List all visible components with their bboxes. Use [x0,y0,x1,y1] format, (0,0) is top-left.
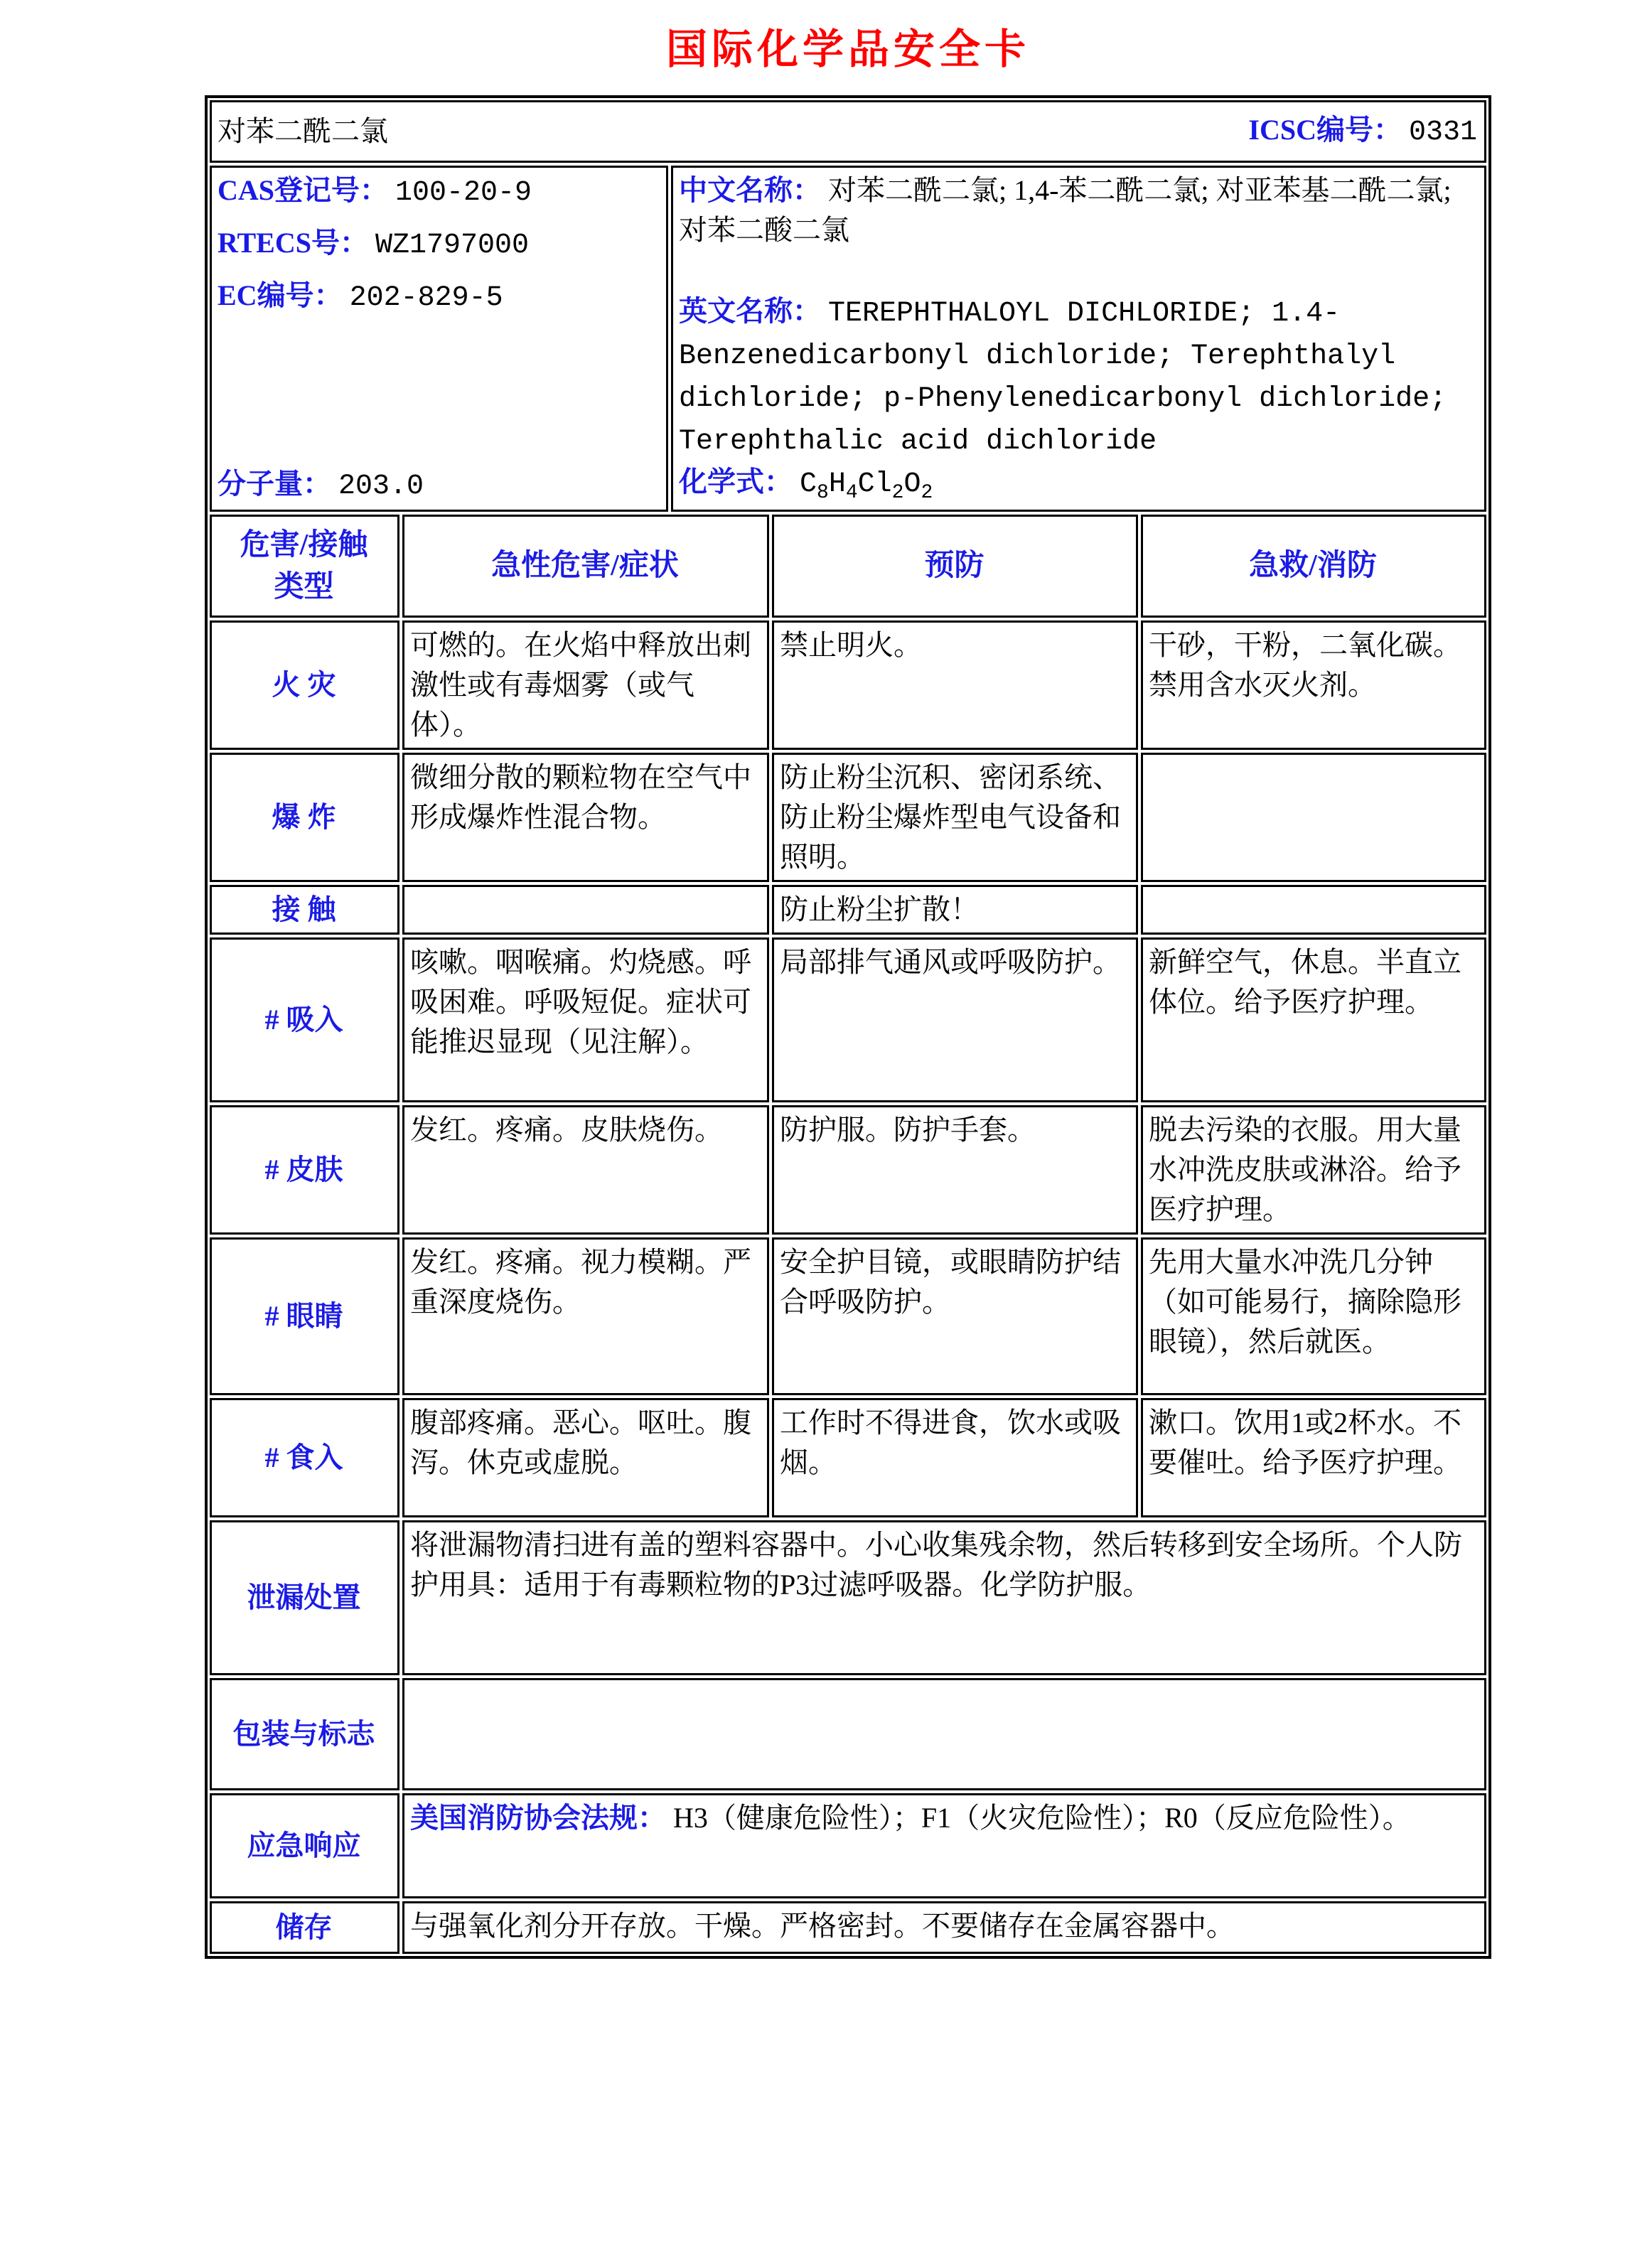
fire-response: 干砂，干粉，二氧化碳。禁用含水灭火剂。 [1141,620,1486,750]
icsc-number-label: ICSC编号： [1248,114,1402,146]
header-prevention: 预防 [772,515,1138,618]
row-label-inhalation: # 吸入 [210,937,399,1102]
formula-value: $C_8H_4Cl_2O_2$ [800,468,933,504]
hazard-row-explosion [210,753,1486,882]
spill-disposal-row [210,1520,1486,1675]
nfpa-code-value: H3（健康危险性）；F1（火灾危险性）；R0（反应危险性）。 [673,1802,1411,1834]
row-label-exposure: 接 触 [210,885,399,935]
hazard-row-exposure [210,885,1486,935]
ec-number-value: 202-829-5 [349,282,503,314]
page-title: 国际化学品安全卡 [665,26,1030,72]
emergency-response-text [402,1793,1486,1898]
icsc-card [205,95,1491,1959]
ec-number-label: EC编号： [218,279,343,311]
spill-disposal-text: 将泄漏物清扫进有盖的塑料容器中。小心收集残余物，然后转移到安全场所。个人防护用具：适用于有毒颗粒物的P3过滤呼吸器。化学防护服。 [402,1520,1486,1675]
eyes-symptoms: 发红。疼痛。视力模糊。严重深度烧伤。 [402,1237,769,1395]
inhalation-prevention: 局部排气通风或呼吸防护。 [772,937,1138,1102]
rtecs-number-line [218,223,659,266]
ingestion-response: 漱口。饮用1或2杯水。不要催吐。给予医疗护理。 [1141,1398,1486,1517]
names-cell [671,166,1486,512]
cas-number-value: 100-20-9 [395,177,532,209]
row-label-fire: 火 灾 [210,620,399,750]
packaging-labelling-row [210,1678,1486,1790]
ec-number-line [218,276,659,318]
row-label-eyes: # 眼睛 [210,1237,399,1395]
explosion-response [1141,753,1486,882]
explosion-prevention: 防止粉尘沉积、密闭系统、防止粉尘爆炸型电气设备和照明。 [772,753,1138,882]
nfpa-code-label: 美国消防协会法规： [410,1802,666,1834]
header-hazard-type-text: 危害/接触 类型 [240,528,368,603]
storage-text: 与强氧化剂分开存放。干燥。严格密封。不要储存在金属容器中。 [402,1901,1486,1954]
header-hazard-type [210,515,399,618]
chinese-name-label: 中文名称： [679,174,821,206]
chinese-names-block [679,171,1477,250]
inhalation-response: 新鲜空气，休息。半直立体位。给予医疗护理。 [1141,937,1486,1102]
cas-number-label: CAS登记号： [218,174,389,206]
molecular-weight-line [218,464,659,507]
hazard-table-header-row [210,515,1486,618]
formula-line [679,462,1477,507]
molecular-weight-label: 分子量： [218,468,331,500]
molecular-weight-value: 203.0 [338,471,424,503]
rtecs-number-value: WZ1797000 [375,230,530,262]
row-label-explosion: 爆 炸 [210,753,399,882]
row-label-skin: # 皮肤 [210,1105,399,1235]
cas-number-line [218,171,659,213]
fire-prevention: 禁止明火。 [772,620,1138,750]
row-label-packaging: 包装与标志 [210,1678,399,1790]
header-first-aid-firefighting: 急救/消防 [1141,515,1486,618]
exposure-prevention: 防止粉尘扩散！ [772,885,1138,935]
skin-prevention: 防护服。防护手套。 [772,1105,1138,1235]
explosion-symptoms: 微细分散的颗粒物在空气中形成爆炸性混合物。 [402,753,769,882]
inhalation-symptoms: 咳嗽。咽喉痛。灼烧感。呼吸困难。呼吸短促。症状可能推迟显现（见注解）。 [402,937,769,1102]
row-label-emergency: 应急响应 [210,1793,399,1898]
hazard-row-inhalation [210,937,1486,1102]
ingestion-symptoms: 腹部疼痛。恶心。呕吐。腹泻。休克或虚脱。 [402,1398,769,1517]
packaging-labelling-text [402,1678,1486,1790]
skin-symptoms: 发红。疼痛。皮肤烧伤。 [402,1105,769,1235]
english-name-label: 英文名称： [679,295,821,327]
fire-symptoms: 可燃的。在火焰中释放出刺激性或有毒烟雾（或气体）。 [402,620,769,750]
icsc-number-value: 0331 [1408,117,1477,149]
header-acute-symptoms: 急性危害/症状 [402,515,769,618]
identifiers-cell [210,166,668,512]
emergency-response-row [210,1793,1486,1898]
hazard-row-ingestion [210,1398,1486,1517]
ingestion-prevention: 工作时不得进食，饮水或吸烟。 [772,1398,1138,1517]
storage-row [210,1901,1486,1954]
hazard-row-fire [210,620,1486,750]
exposure-response [1141,885,1486,935]
row-label-storage: 储存 [210,1901,399,1954]
skin-response: 脱去污染的衣服。用大量水冲洗皮肤或淋浴。给予医疗护理。 [1141,1105,1486,1235]
eyes-response: 先用大量水冲洗几分钟（如可能易行，摘除隐形眼镜），然后就医。 [1141,1237,1486,1395]
eyes-prevention: 安全护目镜，或眼睛防护结合呼吸防护。 [772,1237,1138,1395]
card-header-row [210,100,1486,163]
english-names-block [679,291,1477,462]
chinese-names-value: 对苯二酰二氯; 1,4-苯二酰二氯; 对亚苯基二酰二氯; 对苯二酸二氯 [679,174,1452,246]
row-label-spill-disposal: 泄漏处置 [210,1520,399,1675]
identifiers-row [210,166,1486,512]
hazard-row-skin [210,1105,1486,1235]
english-names-value: TEREPHTHALOYL DICHLORIDE; 1.4-Benzenedicarbonyl dichloride; Terephthalyl dichloride; p-Phenylenedicarbonyl dichloride; Terephthalic acid dichloride [679,298,1447,458]
row-label-ingestion: # 食入 [210,1398,399,1517]
hazard-row-eyes [210,1237,1486,1395]
card-header-cell [210,100,1486,163]
rtecs-number-label: RTECS号： [218,227,368,259]
icsc-number-group [1248,110,1477,153]
exposure-symptoms [402,885,769,935]
chemical-name: 对苯二酰二氯 [218,115,388,147]
formula-label: 化学式： [679,466,793,498]
